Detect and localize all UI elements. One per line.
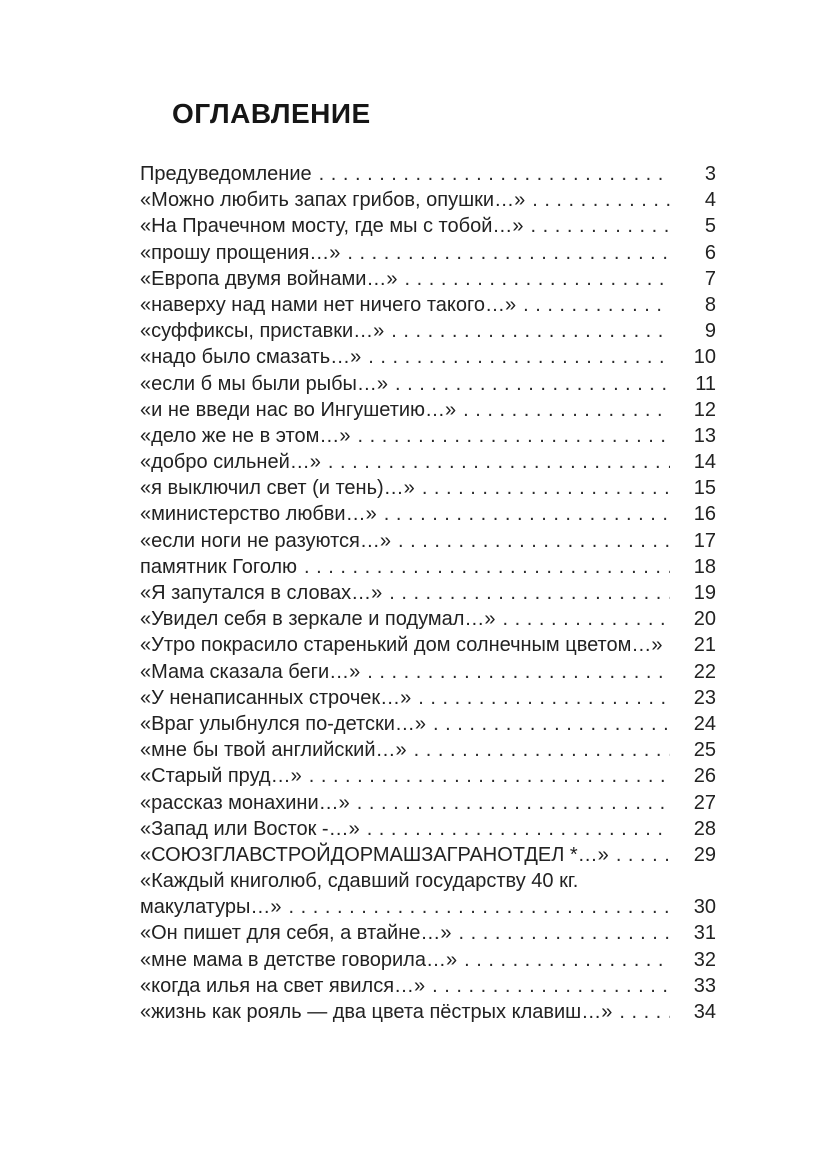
- toc-row: [140, 213, 716, 239]
- toc-entry-text: «добро сильней…»: [140, 451, 321, 474]
- toc-row: [140, 449, 716, 475]
- dot-leader: [523, 292, 670, 318]
- toc-entry-text: «Старый пруд…»: [140, 765, 302, 788]
- toc-row: [140, 318, 716, 344]
- toc-entry-text: «дело же не в этом…»: [140, 424, 351, 447]
- toc-entry-text: Предуведомление: [140, 163, 312, 185]
- toc-row: [140, 659, 716, 685]
- toc-entry-text: «если б мы были рыбы…»: [140, 372, 389, 395]
- page-number: 28: [693, 817, 716, 840]
- dot-leader: [463, 397, 670, 423]
- toc-row: [140, 344, 716, 370]
- page-number: 26: [693, 765, 716, 788]
- toc-entry-text: «мне бы твой английский…»: [140, 739, 407, 762]
- page-number: 8: [704, 293, 716, 316]
- toc-entry-text: «Можно любить запах грибов, опушки…»: [140, 189, 526, 212]
- dot-leader: [398, 528, 670, 554]
- page-number: 16: [693, 503, 716, 526]
- toc-entry-text: «и не введи нас во Ингушетию…»: [140, 398, 457, 421]
- page-number: 3: [704, 163, 716, 185]
- toc-entry-text: «Я запутался в словах…»: [140, 582, 383, 604]
- toc-row: [140, 947, 716, 973]
- toc-row: [140, 475, 716, 501]
- page-number: 31: [693, 922, 716, 945]
- toc-row: [140, 580, 716, 606]
- toc-entry-text: макулатуры…»: [140, 896, 282, 919]
- page-number: 6: [704, 241, 716, 264]
- toc-entry-text: «Утро покрасило старенький дом солнечным цветом…»: [140, 634, 663, 657]
- page-number: 12: [693, 398, 716, 421]
- toc-row: [140, 528, 716, 554]
- toc-entry-text: «мне мама в детстве говорила…»: [140, 948, 458, 971]
- toc-entry-text: «наверху над нами нет ничего такого…»: [140, 293, 517, 316]
- toc-entry-text: «Запад или Восток -…»: [140, 817, 360, 840]
- dot-leader: [433, 711, 670, 737]
- page-title: ОГЛАВЛЕНИЕ: [172, 98, 371, 129]
- toc-row: [140, 501, 716, 527]
- dot-leader: [414, 737, 670, 763]
- page-number: 27: [693, 791, 716, 814]
- toc-row: [140, 266, 716, 292]
- page-number: 18: [693, 555, 716, 578]
- toc-entry-text: «если ноги не разуются…»: [140, 529, 391, 552]
- toc-row: [140, 790, 716, 816]
- toc-entry-text: памятник Гоголю: [140, 555, 298, 578]
- toc-row: [140, 685, 716, 711]
- dot-leader: [464, 947, 670, 973]
- page-number: 33: [693, 974, 716, 997]
- dot-leader: [328, 449, 670, 475]
- page-number: 25: [693, 739, 716, 762]
- page-number: 7: [704, 267, 716, 290]
- toc-row: [140, 423, 716, 449]
- dot-leader: [367, 659, 670, 685]
- toc-entry-text: «У ненаписанных строчек…»: [140, 686, 412, 709]
- toc-entry-text: «На Прачечном мосту, где мы с тобой…»: [140, 215, 524, 238]
- page-number: 13: [693, 424, 716, 447]
- toc-entry-text: «прошу прощения…»: [140, 241, 341, 264]
- dot-leader: [405, 266, 670, 292]
- toc-row: [140, 292, 716, 318]
- page-number: 10: [693, 346, 716, 369]
- page-number: 19: [693, 582, 716, 604]
- toc-row: [140, 999, 716, 1025]
- toc-entry-text: «СОЮЗГЛАВСТРОЙДОРМАШЗАГРАНОТДЕЛ *…»: [140, 843, 609, 866]
- toc-row: [140, 161, 716, 187]
- page-number: 5: [704, 215, 716, 238]
- toc-row: [140, 973, 716, 999]
- dot-leader: [503, 606, 670, 632]
- toc-entry-text: «Враг улыбнулся по-детски…»: [140, 712, 427, 735]
- page-number: 9: [704, 320, 716, 343]
- toc-row: [140, 842, 716, 868]
- toc-entry-text: «надо было смазать…»: [140, 346, 362, 369]
- dot-leader: [532, 187, 670, 213]
- toc-entry-text: «рассказ монахини…»: [140, 791, 350, 814]
- dot-leader: [347, 240, 670, 266]
- dot-leader: [619, 999, 670, 1025]
- dot-leader: [432, 973, 670, 999]
- toc-row: [140, 920, 716, 946]
- dot-leader: [357, 790, 670, 816]
- dot-leader: [367, 816, 670, 842]
- dot-leader: [395, 371, 670, 397]
- page-number: 21: [693, 634, 716, 657]
- toc-row: [140, 606, 716, 632]
- page-number: 4: [704, 189, 716, 212]
- page-number: 34: [693, 1001, 716, 1023]
- dot-leader: [422, 475, 670, 501]
- toc-row: [140, 632, 716, 658]
- page-number: 22: [693, 660, 716, 683]
- toc-row: [140, 240, 716, 266]
- page-number: 15: [693, 477, 716, 500]
- toc-entry-text: «Мама сказала беги…»: [140, 660, 361, 683]
- toc-entry-text: «министерство любви…»: [140, 503, 377, 526]
- page-number: 17: [693, 529, 716, 552]
- dot-leader: [319, 161, 670, 187]
- toc-row: [140, 554, 716, 580]
- dot-leader: [368, 344, 670, 370]
- toc-row: [140, 397, 716, 423]
- table-of-contents: [140, 161, 716, 1025]
- toc-row: [140, 371, 716, 397]
- toc-entry-text: «когда илья на свет явился…»: [140, 974, 426, 997]
- toc-entry-text: «я выключил свет (и тень)…»: [140, 477, 415, 500]
- dot-leader: [531, 213, 671, 239]
- page-number: 11: [695, 372, 716, 395]
- page-number: 29: [693, 843, 716, 866]
- dot-leader: [289, 894, 670, 920]
- page-number: 30: [693, 896, 716, 919]
- toc-entry-text: «Увидел себя в зеркале и подумал…»: [140, 608, 496, 631]
- page-number: 20: [693, 608, 716, 631]
- dot-leader: [384, 501, 670, 527]
- dot-leader: [309, 763, 670, 789]
- toc-row: [140, 816, 716, 842]
- toc-row: [140, 737, 716, 763]
- toc-row: [140, 187, 716, 213]
- dot-leader: [391, 318, 670, 344]
- toc-entry-text: «Европа двумя войнами…»: [140, 267, 398, 290]
- page-number: 14: [693, 451, 716, 474]
- toc-entry-text: «суффиксы, приставки…»: [140, 320, 385, 343]
- dot-leader: [389, 580, 670, 606]
- dot-leader: [418, 685, 670, 711]
- toc-row: [140, 711, 716, 737]
- toc-row: [140, 763, 716, 789]
- dot-leader: [616, 842, 670, 868]
- toc-row-wrap-first-line: [140, 868, 716, 894]
- toc-entry-text: «Каждый книголюб, сдавший государству 40 кг.: [140, 870, 579, 893]
- toc-entry-text: «жизнь как рояль — два цвета пёстрых клавиш…»: [140, 1001, 613, 1023]
- dot-leader: [304, 554, 670, 580]
- page-number: 32: [693, 948, 716, 971]
- toc-entry-text: «Он пишет для себя, а втайне…»: [140, 922, 452, 945]
- page-number: 24: [693, 712, 716, 735]
- toc-row: [140, 894, 716, 920]
- dot-leader: [358, 423, 671, 449]
- dot-leader: [458, 920, 670, 946]
- page-number: 23: [693, 686, 716, 709]
